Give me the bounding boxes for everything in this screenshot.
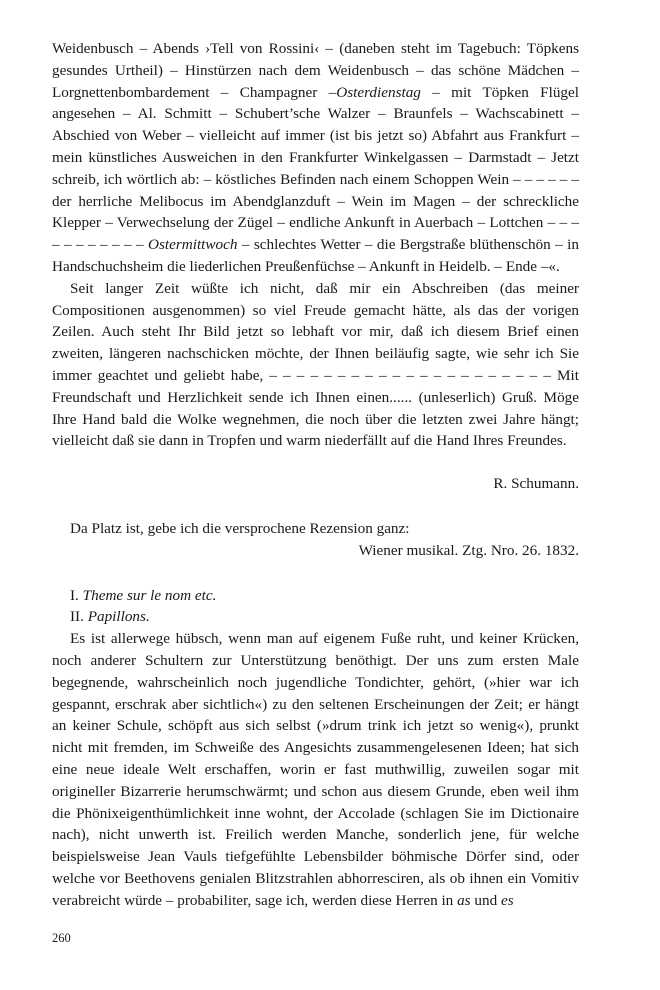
work-number: II. bbox=[70, 608, 88, 626]
italic-key-as: as bbox=[457, 891, 471, 909]
letter-paragraph-2: Seit langer Zeit wüßte ich nicht, daß mir ein Abschreiben (das meiner Compositionen ausgenommen) so viel Freude gemacht hätte, als das der vorigen Zeilen. Auch steht Ihr Bild jetzt so lebhaft vor mir, daß ich diesem Brief einen zweiten, längeren nachschicken möchte, der Ihnen beiläufig sagte, wie sehr ich Sie immer geachtet und geliebt habe, – – – – – – – – – – – – – – – – – – – – – Mit Freundschaft und Herzlichkeit sende ich Ihnen einen...... (unleserlich) Gruß. Möge Ihre Hand bald die Wolke wegnehmen, die noch über die letzten zwei Jahre hängt; vielleicht daß sie dann in Tropfen und warm niederfällt auf die Hand Ihres Freundes. bbox=[52, 279, 579, 450]
text-run: – schlechtes Wetter – die Bergstraße blüthenschön – in Handschuchsheim die liederlichen Preußenfüchse – Ankunft in Heidelb. – Ende –«. bbox=[52, 236, 579, 275]
work-title: Theme sur le nom etc. bbox=[82, 586, 217, 604]
page-number: 260 bbox=[52, 931, 71, 945]
work-item bbox=[52, 585, 579, 607]
work-title: Papillons. bbox=[87, 608, 150, 626]
italic-term-osterdienstag: Osterdienstag bbox=[336, 83, 421, 101]
note-line: Da Platz ist, gebe ich die versprochene Rezension ganz: bbox=[70, 519, 410, 537]
letter-signature: R. Schumann. bbox=[493, 475, 579, 493]
letter-paragraph-1 bbox=[52, 38, 579, 278]
text-run: und bbox=[470, 891, 501, 909]
work-number: I. bbox=[70, 586, 83, 604]
review-paragraph bbox=[52, 628, 579, 911]
italic-term-ostermittwoch: Ostermittwoch bbox=[148, 236, 238, 254]
text-run: Es ist allerwege hübsch, wenn man auf eigenem Fuße ruht, und keiner Krücken, noch anderer Schultern zur Unterstützung benöthigt. Der uns zum ersten Male begegnende, wahrscheinlich noch jugendliche Tondichter, gehört, (»hier war ich gespannt, erschrak aber sichtlich«) zu den seltenen Erscheinungen der Zeit; er hängt an keiner Schule, schöpft aus sich selbst (»drum trink ich jetzt so wenig«), prunkt nicht mit fremden, im Schweiße des Angesichts zusammengelesenen Ideen; hat sich eine neue ideale Welt erschaffen, worin er fast muthwillig, zuweilen sogar mit origineller Bizarrerie herumschwärmt; und schon aus diesem Grunde, eben weil ihm die Phönixeigenthümlichkeit inne wohnt, der Accolade (schlagen Sie im Dictionaire nach), nicht unwerth ist. Freilich werden Manche, sonderlich jene, für welche beispielsweise Jean Vauls tiefgefühlte Lebensbilder böhmische Dörfer sind, oder welche vor Beethovens genialen Blitzstrahlen abhorresciren, als ob ihnen ein Vomitiv verabreicht würde – probabiliter, sage ich, werden diese Herren in bbox=[52, 630, 579, 909]
source-reference: Wiener musikal. Ztg. Nro. 26. 1832. bbox=[358, 541, 579, 559]
work-item bbox=[52, 606, 579, 628]
italic-key-es: es bbox=[500, 891, 514, 909]
editor-note bbox=[52, 518, 579, 562]
text-run: Weidenbusch – Abends ›Tell von Rossini‹ – (daneben steht im Tagebuch: Töpkens gesundes Urtheil) – Hinstürzen nach dem Weidenbusch – das schöne Mädchen – Lorgnettenbombardement – Champagner – bbox=[52, 40, 579, 101]
text-run: – mit Töpken Flügel angesehen – Al. Schmitt – Schubert’sche Walzer – Braunfels – Wachscabinett – Abschied von Weber – vielleicht auf immer (ist bis jetzt so) Abfahrt aus Frankfurt – mein künstliches Ausweichen in den Frankfurter Winkelgassen – Darmstadt – Jetzt schreib, ich wörtlich ab: – köstliches Befinden nach einem Schoppen Wein – – – – – – der herrliche Melibocus im Abendglanzduft – Wein im Magen – der schreckliche Klepper – Verwechselung der Zügel – endliche Ankunft in Auerbach – Lottchen – – – – – – – – – – – bbox=[52, 83, 579, 254]
reviewed-works-list bbox=[52, 585, 579, 629]
book-page bbox=[52, 38, 579, 911]
